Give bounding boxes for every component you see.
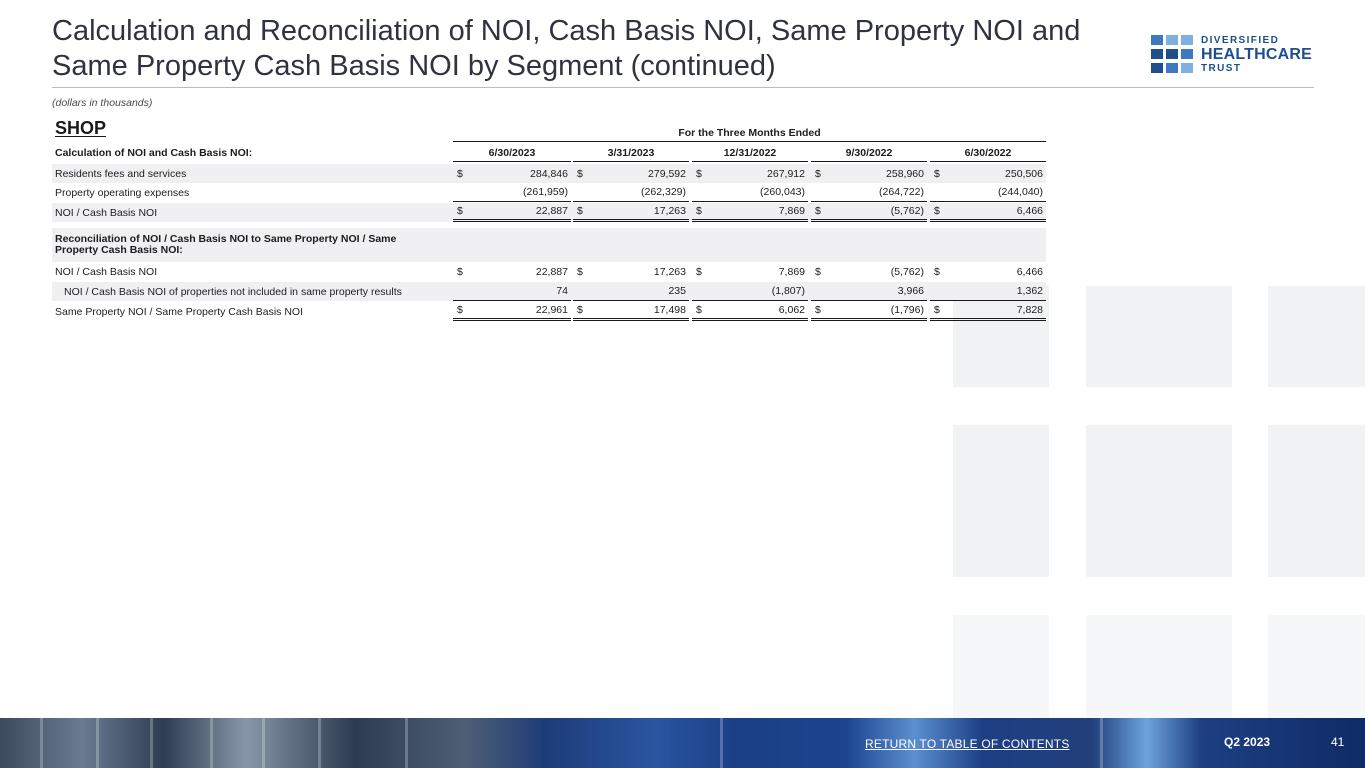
recon-section-header: Reconciliation of NOI / Cash Basis NOI to Same Property NOI / Same Property Cash Basis NOI: xyxy=(55,233,397,256)
table-cell: 22,887 xyxy=(535,205,568,217)
table-cell: 235 xyxy=(668,285,686,297)
company-logo xyxy=(1151,35,1321,77)
column-header: 3/31/2023 xyxy=(573,144,689,162)
table-cell: (1,807) xyxy=(771,285,805,297)
column-header: 6/30/2023 xyxy=(453,144,571,162)
table-cell: 1,362 xyxy=(1016,285,1043,297)
logo-mark-icon xyxy=(1151,35,1196,75)
table-cell: (262,329) xyxy=(641,186,686,198)
column-header: 9/30/2022 xyxy=(811,144,927,162)
page-title: Calculation and Reconciliation of NOI, Cash Basis NOI, Same Property NOI and Same Property Cash Basis NOI by Segment (continued) xyxy=(52,15,1081,82)
background-tile xyxy=(1086,425,1232,577)
logo-text-line2: HEALTHCARE xyxy=(1201,46,1313,63)
table-cell: 3,966 xyxy=(897,285,924,297)
table-cell: 250,506 xyxy=(1005,167,1043,180)
table-row: NOI / Cash Basis NOI $ 22,887 $ 17,263 $ 7,869 $ (5,762) $ 6,466 xyxy=(52,203,1046,222)
background-tile xyxy=(1268,286,1365,387)
table-cell: 22,961 xyxy=(535,304,568,316)
table-header-row xyxy=(52,144,1046,162)
row-label: Property operating expenses xyxy=(55,186,190,199)
table-cell: 6,466 xyxy=(1016,265,1043,278)
table-section-header xyxy=(52,228,1046,262)
row-label: NOI / Cash Basis NOI xyxy=(55,206,158,219)
table-cell: 7,869 xyxy=(778,205,805,217)
table-cell: 279,592 xyxy=(648,167,686,180)
table-cell: 17,498 xyxy=(653,304,686,316)
table-cell: 74 xyxy=(556,285,568,297)
page-number: 41 xyxy=(1331,735,1345,749)
table-cell: 22,887 xyxy=(535,265,568,278)
row-label: NOI / Cash Basis NOI of properties not included in same property results xyxy=(64,285,402,298)
segment-heading: SHOP xyxy=(55,118,107,138)
background-tile xyxy=(953,425,1049,577)
table-cell: (5,762) xyxy=(890,265,924,278)
title-divider xyxy=(52,87,1314,88)
background-tile xyxy=(1268,615,1365,718)
units-note: (dollars in thousands) xyxy=(52,97,153,109)
table-row: NOI / Cash Basis NOI $ 22,887 $ 17,263 $ 7,869 $ (5,762) $ 6,466 xyxy=(55,265,1043,278)
table-row: Residents fees and services $ 284,846 $ 279,592 $ 267,912 $ 258,960 $ 250,506 xyxy=(52,164,1046,183)
table-cell: 7,828 xyxy=(1016,304,1043,316)
table-cell: 267,912 xyxy=(767,167,805,180)
logo-text-line1: DIVERSIFIED xyxy=(1201,35,1280,46)
table-cell: (1,796) xyxy=(890,304,924,316)
table-cell: 258,960 xyxy=(886,167,924,180)
table-row xyxy=(52,282,1046,301)
quarter-label: Q2 2023 xyxy=(1224,735,1271,749)
background-tile xyxy=(1086,286,1232,387)
return-to-toc-link[interactable]: RETURN TO TABLE OF CONTENTS xyxy=(865,737,1070,751)
table-row: Same Property NOI / Same Property Cash Basis NOI $ 22,961 $ 17,498 $ 6,062 $ (1,796) $ 7,828 xyxy=(52,302,1046,321)
row-label: Residents fees and services xyxy=(55,167,187,180)
logo-text-line3: TRUST xyxy=(1201,63,1242,74)
row-label: NOI / Cash Basis NOI xyxy=(55,265,158,278)
column-header: 12/31/2022 xyxy=(692,144,808,162)
table-cell: 7,869 xyxy=(778,265,805,278)
table-cell: 6,466 xyxy=(1016,205,1043,217)
table-cell: (5,762) xyxy=(890,205,924,217)
table-cell: 6,062 xyxy=(778,304,805,316)
table-cell: 284,846 xyxy=(530,167,568,180)
period-header: For the Three Months Ended xyxy=(453,127,1046,142)
background-tile xyxy=(1086,615,1232,718)
table-cell: 17,263 xyxy=(653,205,686,217)
table-cell: (244,040) xyxy=(998,186,1043,198)
table-cell: (260,043) xyxy=(760,186,805,198)
background-tile xyxy=(953,615,1049,718)
table-row xyxy=(52,183,1046,202)
calc-section-header: Calculation of NOI and Cash Basis NOI: xyxy=(55,147,253,159)
table-cell: 17,263 xyxy=(653,265,686,278)
row-label: Same Property NOI / Same Property Cash Basis NOI xyxy=(55,305,304,318)
background-tile xyxy=(1268,425,1365,577)
footer-banner xyxy=(0,718,1365,768)
table-cell: (261,959) xyxy=(523,186,568,198)
table-cell: (264,722) xyxy=(879,186,924,198)
column-header: 6/30/2022 xyxy=(930,144,1046,162)
